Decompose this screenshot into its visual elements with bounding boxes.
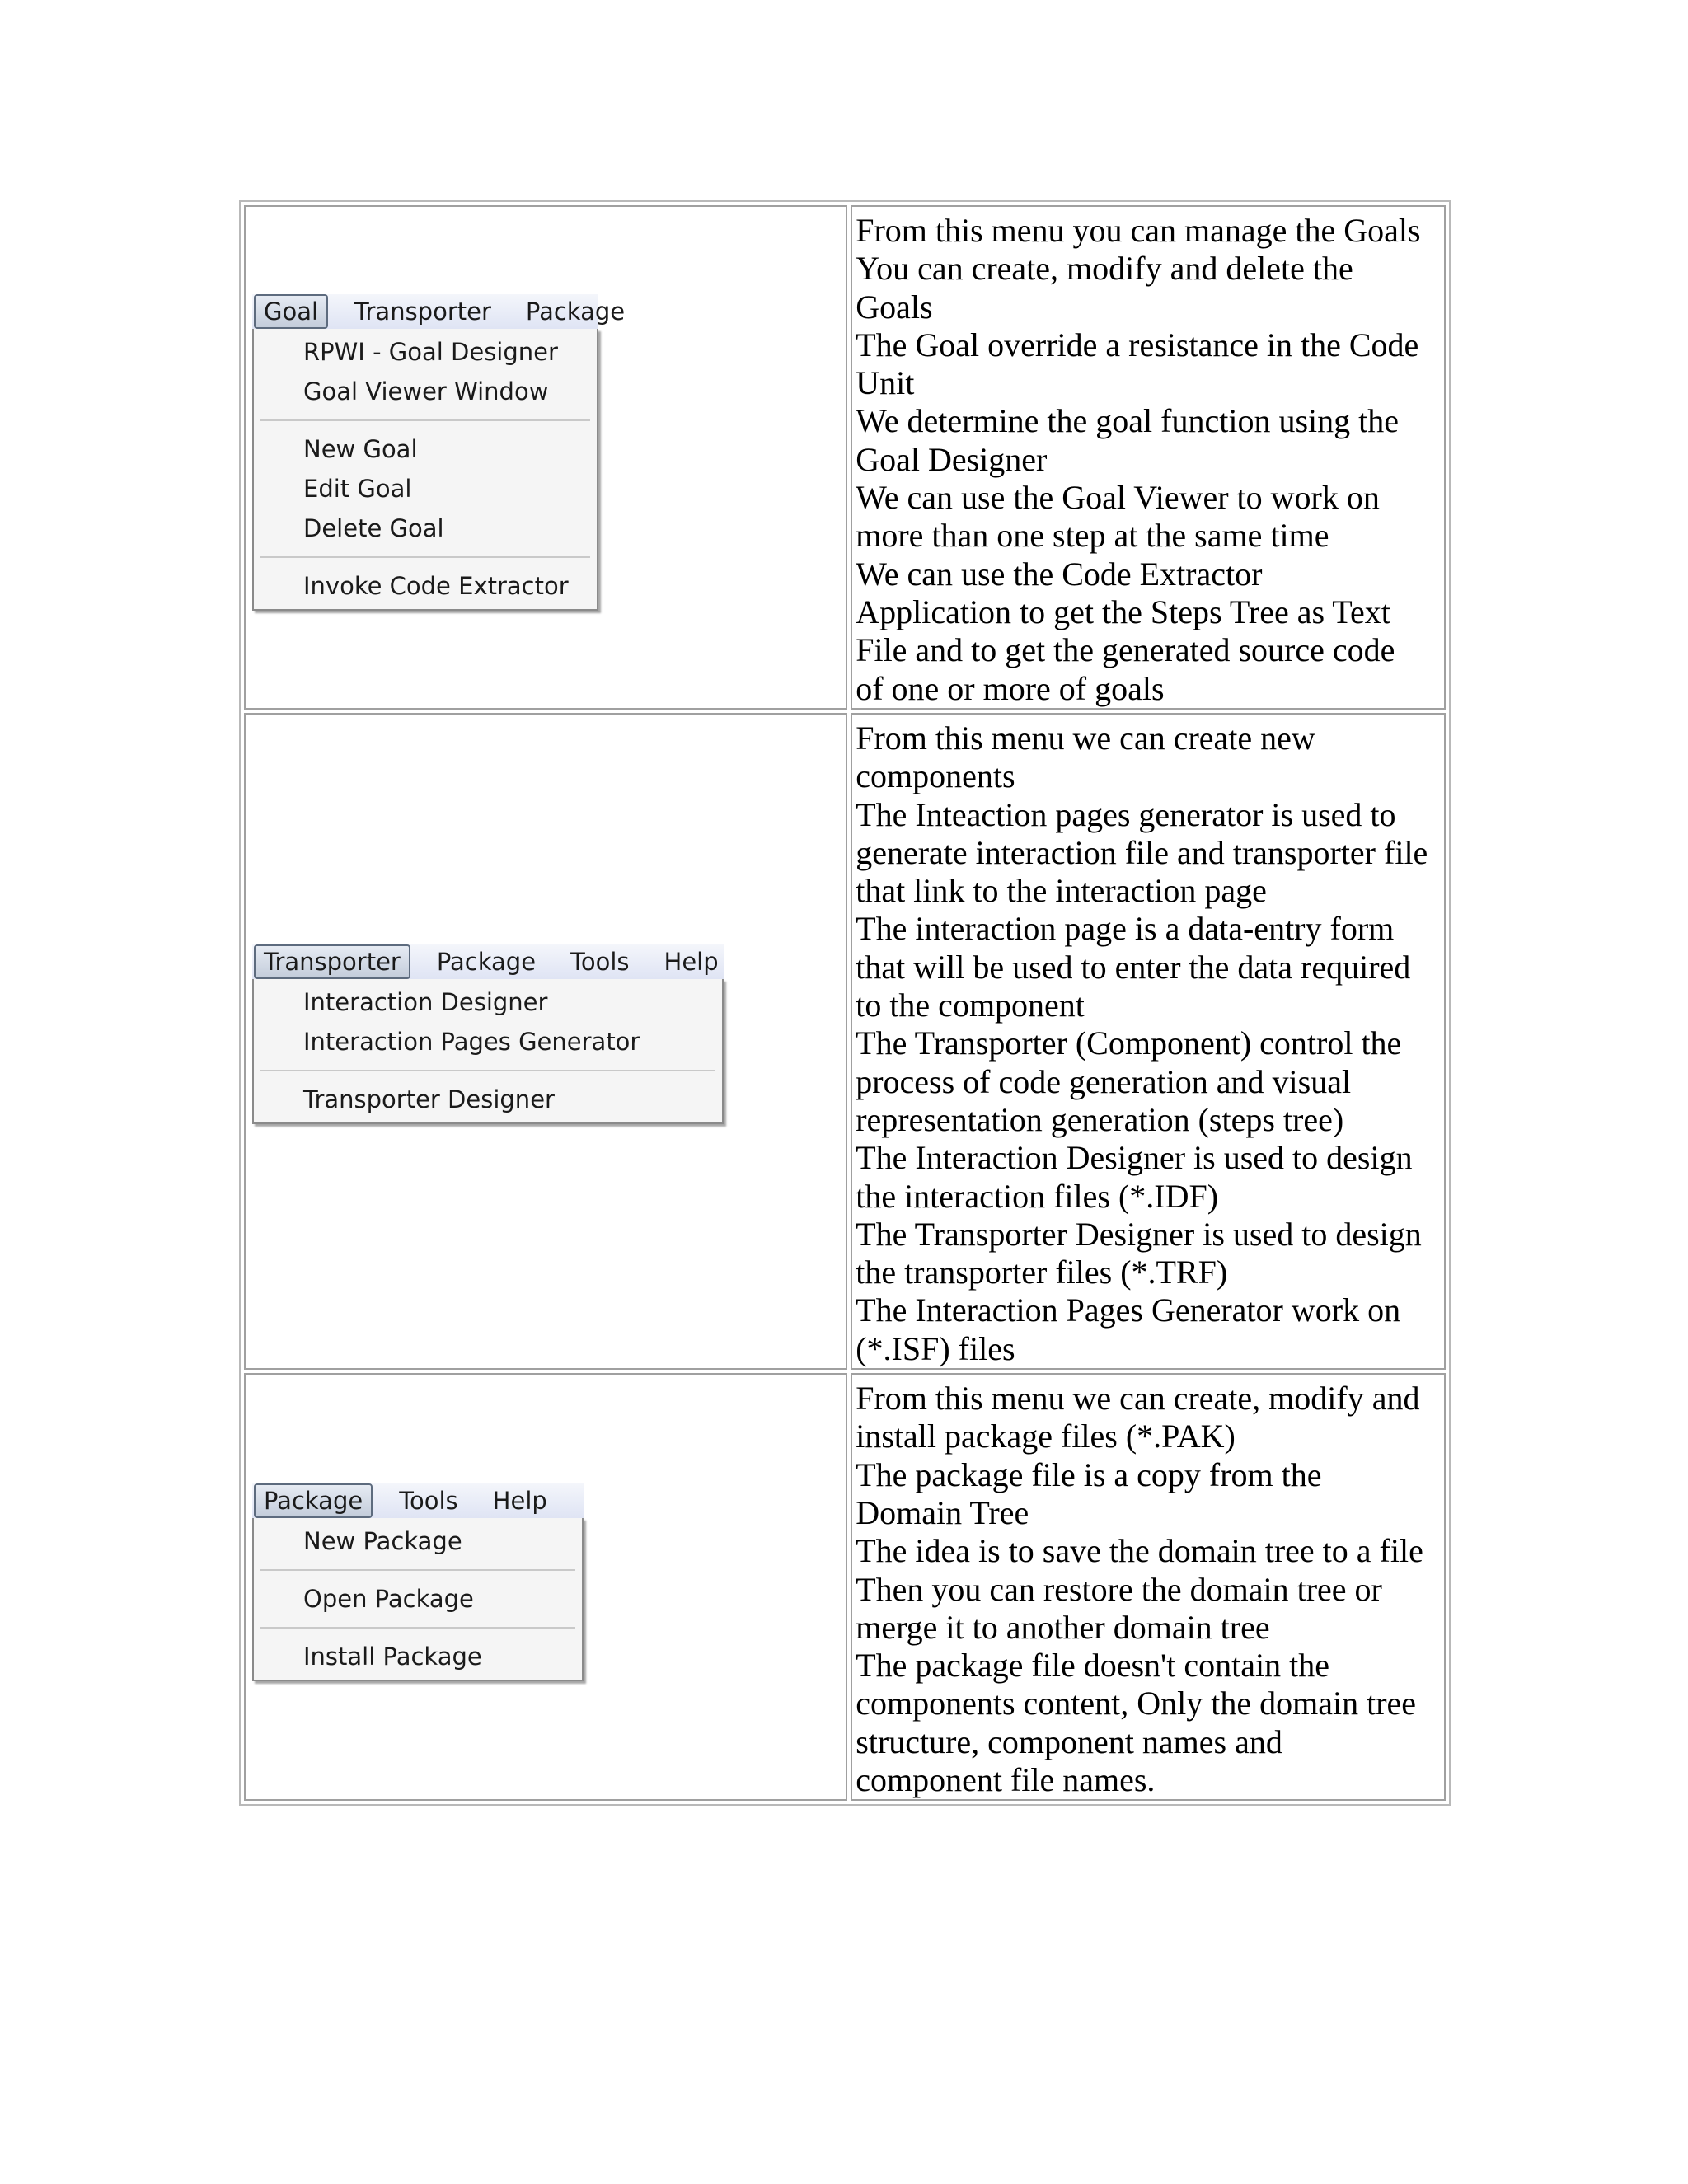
- text-line: The Interaction Designer is used to design: [856, 1139, 1413, 1177]
- text-line: We can use the Code Extractor: [856, 555, 1263, 593]
- package-description: [851, 1373, 1446, 1801]
- text-line: Application to get the Steps Tree as Text: [856, 593, 1390, 630]
- menu-help[interactable]: Help: [663, 948, 719, 976]
- text-line: The package file is a copy from the: [856, 1455, 1322, 1493]
- text-line: Goals: [856, 288, 933, 326]
- text-line: process of code generation and visual: [856, 1062, 1352, 1100]
- menu-item-install-package[interactable]: Install Package: [303, 1643, 482, 1671]
- text-line: of one or more of goals: [856, 669, 1165, 707]
- menu-item-interaction-pages-generator[interactable]: Interaction Pages Generator: [303, 1028, 640, 1056]
- text-line: The Transporter Designer is used to design: [856, 1215, 1422, 1253]
- text-line: File and to get the generated source code: [856, 631, 1395, 669]
- menu-goal[interactable]: Goal: [254, 294, 328, 329]
- menu-separator: [260, 419, 590, 421]
- text-line: component file names.: [856, 1761, 1156, 1799]
- text-line: components content, Only the domain tree: [856, 1685, 1417, 1722]
- menu-transporter[interactable]: Transporter: [254, 944, 410, 979]
- text-line: components: [856, 757, 1015, 795]
- doc-table: [239, 200, 1451, 1806]
- menu-package[interactable]: Package: [525, 298, 626, 326]
- text-line: Goal Designer: [856, 440, 1048, 478]
- menu-item-interaction-designer[interactable]: Interaction Designer: [303, 988, 548, 1016]
- menu-item-rpwi-goal-designer[interactable]: RPWI - Goal Designer: [303, 338, 558, 366]
- text-line: structure, component names and: [856, 1722, 1282, 1760]
- transporter-dropdown: [252, 979, 724, 1124]
- menu-tools[interactable]: Tools: [570, 948, 630, 976]
- menu-package[interactable]: Package: [254, 1483, 373, 1518]
- text-line: The Interaction Pages Generator work on: [856, 1291, 1401, 1329]
- package-dropdown: [252, 1518, 584, 1681]
- text-line: The package file doesn't contain the: [856, 1647, 1329, 1685]
- text-line: Domain Tree: [856, 1493, 1029, 1531]
- menu-separator: [260, 556, 590, 558]
- menu-separator: [260, 1070, 715, 1071]
- text-line: The idea is to save the domain tree to a file: [856, 1532, 1423, 1570]
- menubar: [252, 1483, 584, 1518]
- text-line: the transporter files (*.TRF): [856, 1254, 1228, 1291]
- package-menu: [252, 1483, 584, 1681]
- text-line: install package files (*.PAK): [856, 1418, 1236, 1455]
- menu-item-edit-goal[interactable]: Edit Goal: [303, 475, 412, 503]
- text-line: Unit: [856, 364, 915, 402]
- transporter-menu-screenshot: [244, 713, 847, 1370]
- menu-separator: [260, 1627, 575, 1629]
- text-line: that will be used to enter the data required: [856, 948, 1411, 986]
- text-line: (*.ISF) files: [856, 1329, 1015, 1367]
- text-line: From this menu we can create, modify and: [856, 1380, 1420, 1418]
- goal-menu: [252, 294, 626, 611]
- text-line: that link to the interaction page: [856, 872, 1267, 910]
- text-line: The Goal override a resistance in the Code: [856, 326, 1419, 363]
- text-line: The interaction page is a data-entry form: [856, 910, 1395, 948]
- text-line: From this menu we can create new: [856, 719, 1315, 757]
- menu-item-open-package[interactable]: Open Package: [303, 1585, 474, 1614]
- text-line: From this menu you can manage the Goals: [856, 212, 1421, 249]
- menu-item-transporter-designer[interactable]: Transporter Designer: [303, 1085, 555, 1113]
- text-line: to the component: [856, 987, 1085, 1024]
- table-row-goal: [244, 205, 1446, 710]
- text-line: We determine the goal function using the: [856, 402, 1400, 440]
- text-line: Then you can restore the domain tree or: [856, 1570, 1382, 1608]
- transporter-menu: [252, 944, 724, 1124]
- menu-item-goal-viewer-window[interactable]: Goal Viewer Window: [303, 377, 549, 405]
- text-line: representation generation (steps tree): [856, 1100, 1344, 1138]
- menubar: [252, 944, 724, 979]
- text-line: more than one step at the same time: [856, 517, 1329, 555]
- menu-help[interactable]: Help: [492, 1487, 547, 1516]
- table-row-transporter: [244, 713, 1446, 1370]
- table-row-package: [244, 1373, 1446, 1801]
- goal-description: [851, 205, 1446, 710]
- menu-tools[interactable]: Tools: [399, 1487, 458, 1516]
- transporter-description: [851, 713, 1446, 1370]
- menu-transporter[interactable]: Transporter: [354, 298, 491, 326]
- text-line: The Transporter (Component) control the: [856, 1024, 1402, 1062]
- menu-item-invoke-code-extractor[interactable]: Invoke Code Extractor: [303, 572, 569, 600]
- package-menu-screenshot: [244, 1373, 847, 1801]
- goal-dropdown: [252, 329, 598, 611]
- menu-package[interactable]: Package: [436, 948, 537, 976]
- text-line: generate interaction file and transporter file: [856, 833, 1428, 871]
- menubar: [252, 294, 626, 329]
- menu-item-new-package[interactable]: New Package: [303, 1527, 462, 1556]
- text-line: The Inteaction pages generator is used to: [856, 795, 1396, 833]
- menu-separator: [260, 1569, 575, 1571]
- goal-menu-screenshot: [244, 205, 847, 710]
- text-line: You can create, modify and delete the: [856, 250, 1353, 288]
- text-line: We can use the Goal Viewer to work on: [856, 479, 1380, 517]
- menu-item-delete-goal[interactable]: Delete Goal: [303, 514, 444, 542]
- text-line: the interaction files (*.IDF): [856, 1177, 1219, 1215]
- menu-item-new-goal[interactable]: New Goal: [303, 435, 418, 463]
- text-line: merge it to another domain tree: [856, 1608, 1270, 1646]
